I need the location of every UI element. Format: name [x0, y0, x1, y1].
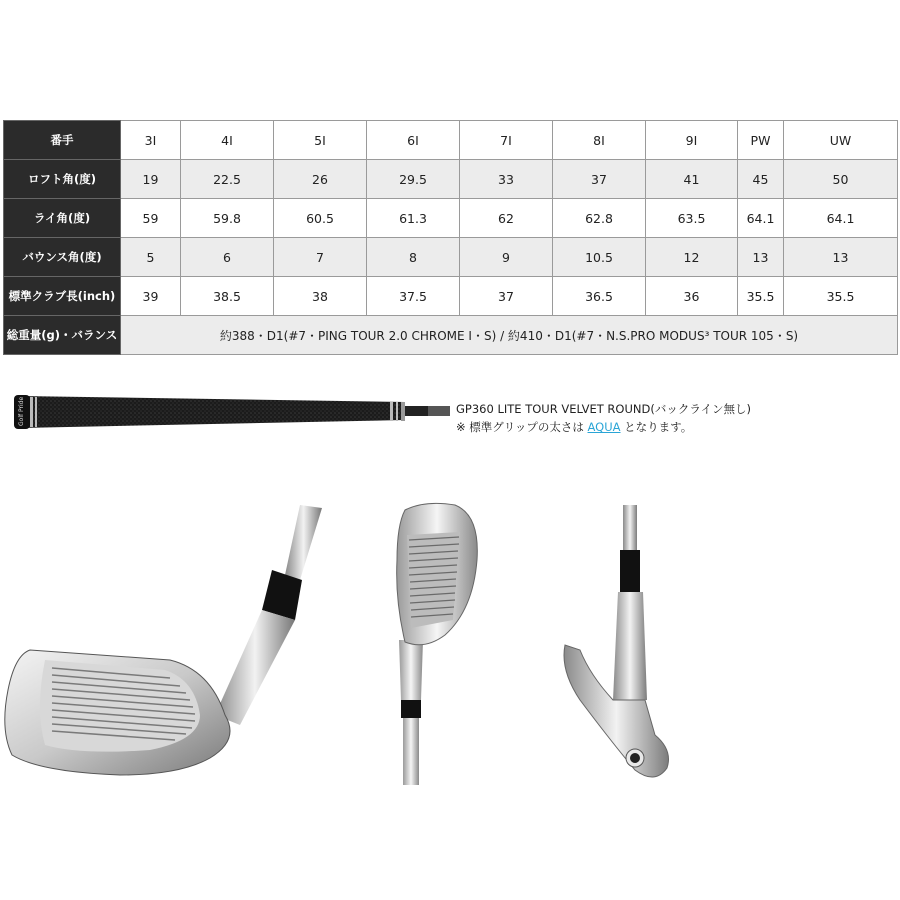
- value-cell: 22.5: [181, 160, 274, 199]
- value-cell: 35.5: [784, 277, 898, 316]
- value-cell: 59: [121, 199, 181, 238]
- grip-logo: Golf Pride: [18, 396, 25, 426]
- value-cell: 37: [553, 160, 646, 199]
- value-cell: 50: [784, 160, 898, 199]
- weight-row: [4, 316, 898, 355]
- value-cell: 38: [274, 277, 367, 316]
- value-cell: 35.5: [738, 277, 784, 316]
- value-cell: 62: [460, 199, 553, 238]
- spec-table: [3, 120, 898, 355]
- value-cell: 9: [460, 238, 553, 277]
- grip-name: GP360 LITE TOUR VELVET ROUND(バックライン無し): [456, 402, 751, 416]
- value-cell: 37.5: [367, 277, 460, 316]
- value-cell: 41: [646, 160, 738, 199]
- club-cell: 3I: [121, 121, 181, 160]
- bounce-row: [4, 238, 898, 277]
- value-cell: 38.5: [181, 277, 274, 316]
- club-cell: UW: [784, 121, 898, 160]
- value-cell: 6: [181, 238, 274, 277]
- value-cell: 33: [460, 160, 553, 199]
- club-cell: 6I: [367, 121, 460, 160]
- value-cell: 7: [274, 238, 367, 277]
- row-label: 総重量(g)・バランス: [4, 316, 121, 355]
- value-cell: 59.8: [181, 199, 274, 238]
- length-row: [4, 277, 898, 316]
- club-front-image: [385, 500, 495, 785]
- club-cell: 8I: [553, 121, 646, 160]
- club-side-image: [555, 500, 685, 785]
- grip-image: [10, 392, 450, 434]
- value-cell: 61.3: [367, 199, 460, 238]
- grip-size-note: ※ 標準グリップの太さは AQUA となります。: [456, 420, 693, 434]
- club-cell: 9I: [646, 121, 738, 160]
- club-cell: 7I: [460, 121, 553, 160]
- row-label: ロフト角(度): [4, 160, 121, 199]
- grip-info: [456, 400, 751, 436]
- club-cell: PW: [738, 121, 784, 160]
- value-cell: 62.8: [553, 199, 646, 238]
- value-cell: 10.5: [553, 238, 646, 277]
- row-label: ライ角(度): [4, 199, 121, 238]
- club-cell: 5I: [274, 121, 367, 160]
- value-cell: 39: [121, 277, 181, 316]
- value-cell: 36.5: [553, 277, 646, 316]
- club-cell: 4I: [181, 121, 274, 160]
- value-cell: 26: [274, 160, 367, 199]
- club-face-image: [0, 500, 330, 800]
- value-cell: 64.1: [784, 199, 898, 238]
- value-cell: 12: [646, 238, 738, 277]
- row-label: 標準クラブ長(inch): [4, 277, 121, 316]
- value-cell: 29.5: [367, 160, 460, 199]
- club-number-row: [4, 121, 898, 160]
- value-cell: 8: [367, 238, 460, 277]
- value-cell: 36: [646, 277, 738, 316]
- value-cell: 13: [784, 238, 898, 277]
- lie-row: [4, 199, 898, 238]
- value-cell: 63.5: [646, 199, 738, 238]
- value-cell: 19: [121, 160, 181, 199]
- value-cell: 60.5: [274, 199, 367, 238]
- value-cell: 37: [460, 277, 553, 316]
- value-cell: 64.1: [738, 199, 784, 238]
- loft-row: [4, 160, 898, 199]
- value-cell: 45: [738, 160, 784, 199]
- weight-value: 約388・D1(#7・PING TOUR 2.0 CHROME I・S) / 約410・D1(#7・N.S.PRO MODUS³ TOUR 105・S): [121, 316, 898, 355]
- row-label: 番手: [4, 121, 121, 160]
- aqua-link[interactable]: AQUA: [587, 420, 621, 434]
- value-cell: 13: [738, 238, 784, 277]
- value-cell: 5: [121, 238, 181, 277]
- row-label: バウンス角(度): [4, 238, 121, 277]
